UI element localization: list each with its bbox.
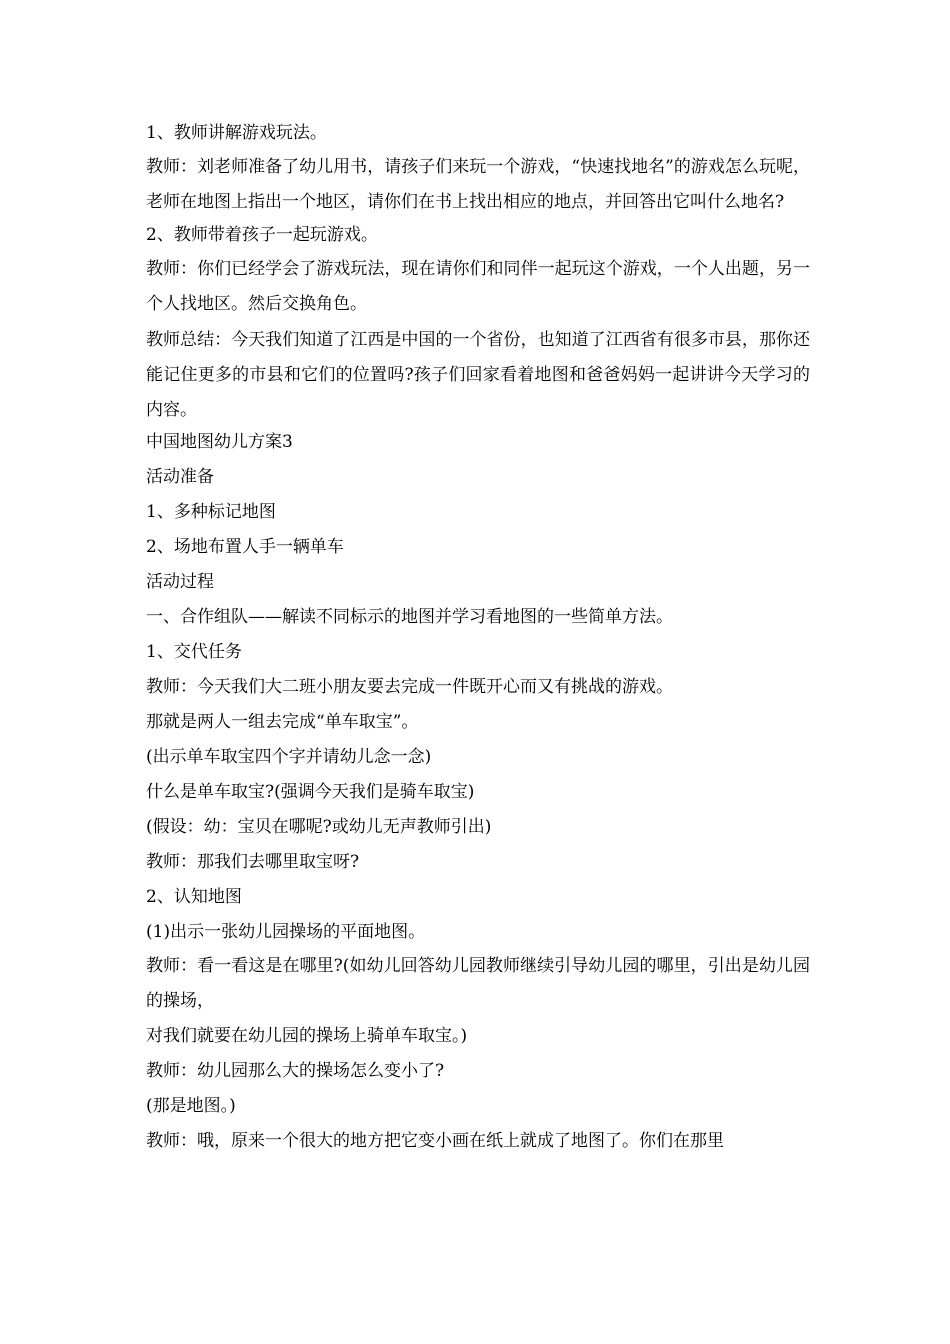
paragraph: 什么是单车取宝?(强调今天我们是骑车取宝)	[146, 782, 475, 802]
paragraph: 教师：今天我们大二班小朋友要去完成一件既开心而又有挑战的游戏。	[146, 677, 673, 697]
paragraph: 教师：哦，原来一个很大的地方把它变小画在纸上就成了地图了。你们在那里	[146, 1131, 724, 1151]
paragraph: 教师：那我们去哪里取宝呀?	[146, 852, 360, 872]
paragraph: (出示单车取宝四个字并请幼儿念一念)	[146, 747, 432, 767]
paragraph: (那是地图。)	[146, 1096, 236, 1116]
step-heading: 2、教师带着孩子一起玩游戏。	[146, 225, 378, 245]
list-item: 1、多种标记地图	[146, 502, 276, 522]
paragraph: 教师总结：今天我们知道了江西是中国的一个省份，也知道了江西省有很多市县，那你还能记住更多的市县和它们的位置吗?孩子们回家看着地图和爸爸妈妈一起讲讲今天学习的内容。	[146, 330, 810, 420]
section-title: 中国地图幼儿方案3	[146, 432, 293, 452]
list-item: 2、场地布置人手一辆单车	[146, 537, 344, 557]
paragraph: (1)出示一张幼儿园操场的平面地图。	[146, 922, 426, 942]
document-body	[146, 122, 810, 1152]
paragraph: 对我们就要在幼儿园的操场上骑单车取宝。)	[146, 1026, 468, 1046]
step-heading: 1、教师讲解游戏玩法。	[146, 123, 327, 143]
paragraph: 那就是两人一组去完成“单车取宝”。	[146, 712, 419, 732]
step-heading: 1、交代任务	[146, 642, 242, 662]
paragraph: (假设：幼：宝贝在哪呢?或幼儿无声教师引出)	[146, 817, 492, 837]
paragraph: 教师：幼儿园那么大的操场怎么变小了?	[146, 1061, 445, 1081]
paragraph: 一、合作组队——解读不同标示的地图并学习看地图的一些简单方法。	[146, 607, 673, 627]
paragraph: 教师：你们已经学会了游戏玩法，现在请你们和同伴一起玩这个游戏，一个人出题，另一个人找地区。然后交换角色。	[146, 259, 810, 314]
step-heading: 2、认知地图	[146, 887, 242, 907]
paragraph: 教师：刘老师准备了幼儿用书，请孩子们来玩一个游戏，“快速找地名”的游戏怎么玩呢，老师在地图上指出一个地区，请你们在书上找出相应的地点，并回答出它叫什么地名?	[146, 157, 810, 212]
section-heading: 活动过程	[146, 572, 214, 592]
section-heading: 活动准备	[146, 467, 214, 487]
paragraph: 教师：看一看这是在哪里?(如幼儿回答幼儿园教师继续引导幼儿园的哪里，引出是幼儿园的操场，	[146, 956, 810, 1011]
